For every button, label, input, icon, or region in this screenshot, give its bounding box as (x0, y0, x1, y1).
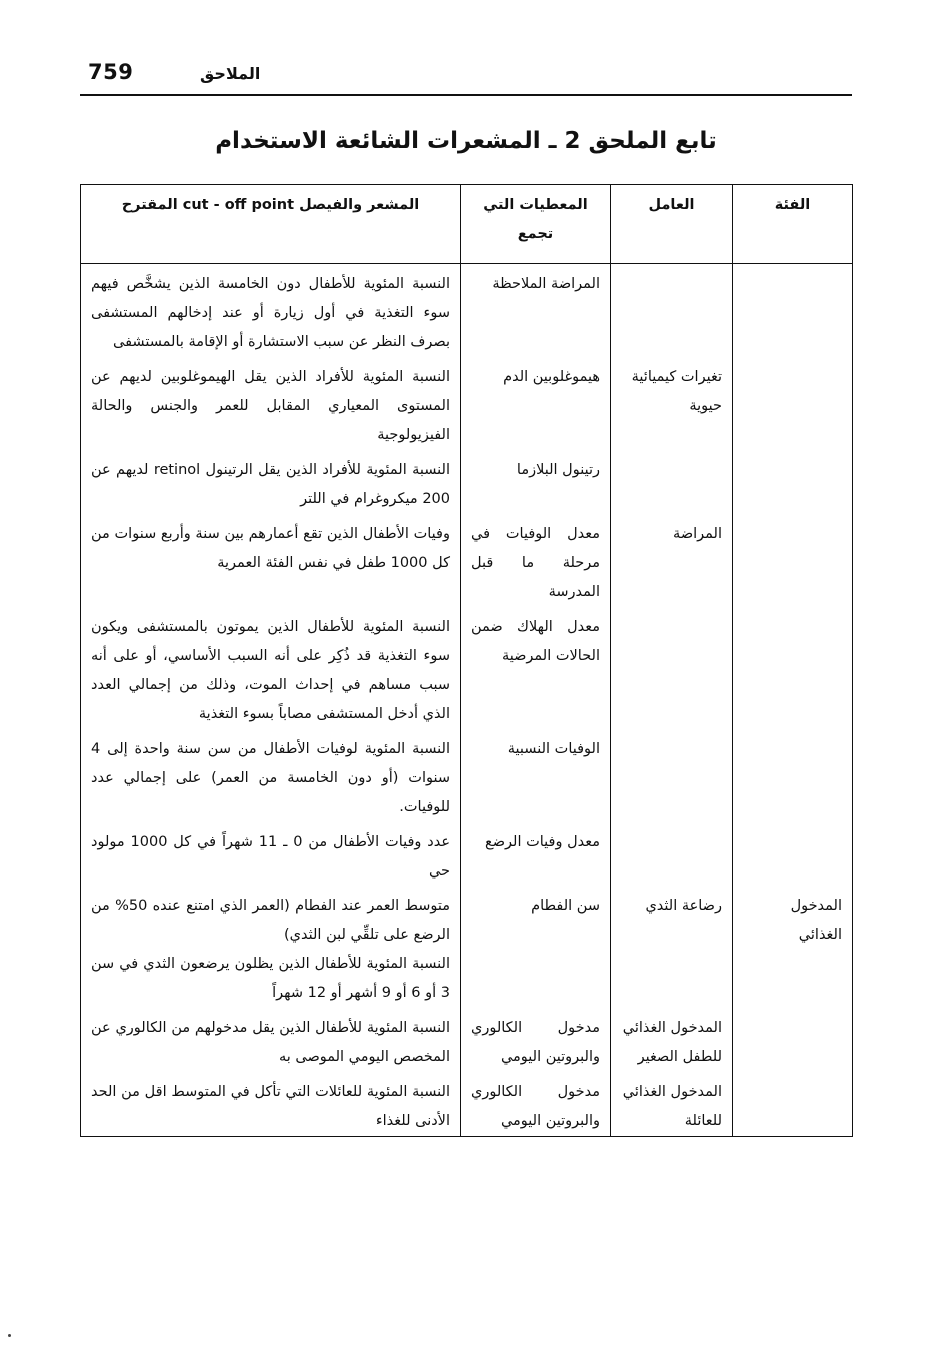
cell-data: رتينول البلازما (461, 450, 611, 514)
indicators-table (80, 184, 853, 1137)
cell-category (733, 607, 853, 729)
table-row (81, 1008, 853, 1072)
cell-indicator (81, 886, 461, 1008)
cell-factor: تغيرات كيميائية حيوية (611, 357, 733, 450)
indicator-weaning-age: متوسط العمر عند الفطام (العمر الذي امتنع عنده 50% من الرضع على تلقِّي لبن الثدي) (91, 898, 450, 943)
cell-factor (611, 729, 733, 822)
cell-data: مدخول الكالوري والبروتين اليومي (461, 1008, 611, 1072)
table-row (81, 729, 853, 822)
cell-factor: المدخول الغذائي للعائلة (611, 1072, 733, 1137)
cell-factor (611, 450, 733, 514)
cell-data: المراضة الملاحظة (461, 264, 611, 358)
page-header (80, 58, 852, 96)
cell-category (733, 1072, 853, 1137)
cell-data: هيموغلوبين الدم (461, 357, 611, 450)
cell-factor (611, 607, 733, 729)
cell-indicator: عدد وفيات الأطفال من 0 ـ 11 شهراً في كل 1000 مولود حي (81, 822, 461, 886)
page-number: 759 (88, 60, 134, 84)
cell-category (733, 729, 853, 822)
running-head: الملاحق (200, 64, 261, 83)
cell-data: الوفيات النسبية (461, 729, 611, 822)
indicator-breastfeeding-percent: النسبة المئوية للأطفال الذين يظلون يرضعون الثدي في سن 3 أو 6 أو 9 أشهر أو 12 شهراً (91, 956, 450, 1001)
table-row (81, 450, 853, 514)
table-header-row (81, 185, 853, 264)
cell-data: معدل الوفيات في مرحلة ما قبل المدرسة (461, 514, 611, 607)
cell-factor (611, 264, 733, 358)
cell-category (733, 822, 853, 886)
column-header-factor: العامل (611, 185, 733, 264)
cell-data: مدخول الكالوري والبروتين اليومي (461, 1072, 611, 1137)
cell-indicator: وفيات الأطفال الذين تقع أعمارهم بين سنة وأربع سنوات من كل 1000 طفل في نفس الفئة العمرية (81, 514, 461, 607)
cell-category: المدخول الغذائي (733, 886, 853, 1008)
cell-category (733, 264, 853, 358)
cell-indicator: النسبة المئوية للأفراد الذين يقل الهيموغلوبين لديهم عن المستوى المعياري المقابل للعمر والجنس والحالة الفيزيولوجية (81, 357, 461, 450)
cell-factor: المدخول الغذائي للطفل الصغير (611, 1008, 733, 1072)
column-header-category: الفئة (733, 185, 853, 264)
cell-data: سن الفطام (461, 886, 611, 1008)
page-title: تابع الملحق 2 ـ المشعرات الشائعة الاستخدام (215, 128, 717, 154)
cell-factor: رضاعة الثدي (611, 886, 733, 1008)
cell-indicator: النسبة المئوية للأطفال دون الخامسة الذين يشخَّص فيهم سوء التغذية في أول زيارة أو عند إدخالهم المستشفى بصرف النظر عن سبب الاستشارة أو الإقامة بالمستشفى (81, 264, 461, 358)
cell-indicator: النسبة المئوية لوفيات الأطفال من سن سنة واحدة إلى 4 سنوات (أو دون الخامسة من العمر) على إجمالي عدد للوفيات. (81, 729, 461, 822)
column-header-indicator: المشعر والفيصل cut - off point المقترح (81, 185, 461, 264)
cell-indicator: النسبة المئوية للأطفال الذين يقل مدخولهم من الكالوري عن المخصص اليومي الموصى به (81, 1008, 461, 1072)
table-row (81, 822, 853, 886)
table-row (81, 514, 853, 607)
table-row (81, 264, 853, 358)
cell-indicator: النسبة المئوية للعائلات التي تأكل في المتوسط اقل من الحد الأدنى للغذاء (81, 1072, 461, 1137)
table-row (81, 886, 853, 1008)
cell-factor: المراضة (611, 514, 733, 607)
column-header-data-collected: المعطيات التي تجمع (461, 185, 611, 264)
table-row (81, 607, 853, 729)
cell-data: معدل الهلاك ضمن الحالات المرضية (461, 607, 611, 729)
cell-data: معدل وفيات الرضع (461, 822, 611, 886)
cell-category (733, 514, 853, 607)
cell-indicator: النسبة المئوية للأفراد الذين يقل الرتينول retinol لديهم عن 200 ميكروغرام في اللتر (81, 450, 461, 514)
cell-category (733, 450, 853, 514)
table-row (81, 1072, 853, 1137)
margin-dot (8, 1334, 11, 1337)
cell-category (733, 357, 853, 450)
cell-factor (611, 822, 733, 886)
cell-indicator: النسبة المئوية للأطفال الذين يموتون بالمستشفى ويكون سوء التغذية قد ذُكِر على أنه السبب الأساسي، أو على أنه سبب مساهم في إحداث الموت، وذلك من إجمالي العدد الذي أدخل المستشفى مصاباً بسوء التغذية (81, 607, 461, 729)
cell-category (733, 1008, 853, 1072)
table-row (81, 357, 853, 450)
